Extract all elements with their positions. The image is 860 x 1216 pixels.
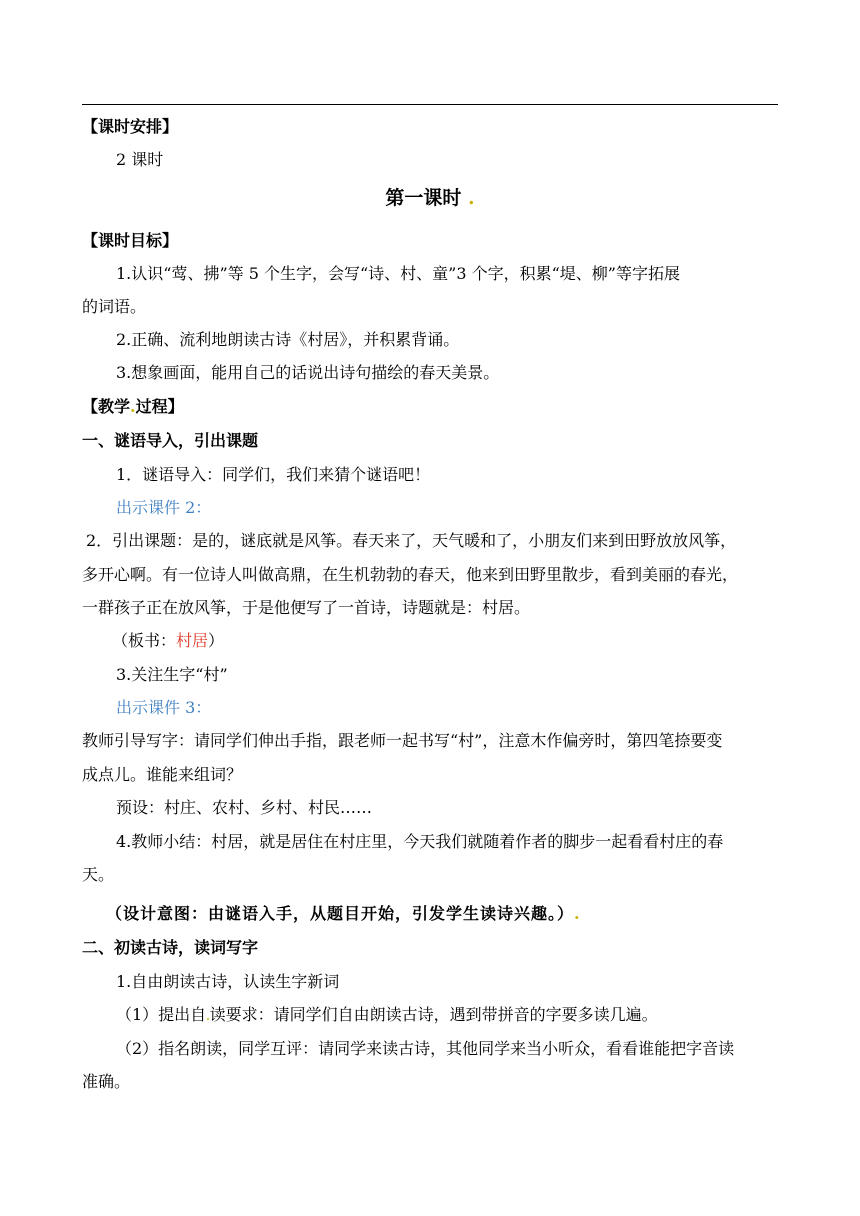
design-intent [106,904,806,924]
part2-sub1-a: （1）提出自 [116,1005,207,1024]
part1-step2-line3: 一群孩子正在放风筝，于是他便写了一首诗，诗题就是：村居。 [82,598,531,617]
board-note [112,631,812,651]
part1-step4-line2: 天。 [82,865,115,884]
part1-step3: 3.关注生字“村” [116,665,228,684]
part2-step1: 1.自由朗读古诗，认读生字新词 [116,972,340,991]
objective-2: 2.正确、流利地朗读古诗《村居》，并积累背诵。 [116,330,460,349]
part2-heading: 二、初读古诗，读词写字 [82,938,259,957]
part2-sub1 [116,1005,816,1028]
board-value: 村居 [176,631,209,650]
part1-heading: 一、谜语导入，引出课题 [82,431,259,450]
part1-step1: 1．谜语导入：同学们，我们来猜个谜语吧！ [116,465,431,484]
guide-line2: 成点儿。谁能来组词？ [82,765,243,784]
part2-sub2-line1: （2）指名朗读，同学互评：请同学来读古诗，其他同学来当小听众，看看谁能把字音读 [116,1039,735,1058]
process-mark: . [130,397,136,416]
header-rule [82,104,778,105]
part2-sub1-b: 读要求：请同学们自由朗读古诗，遇到带拼音的字要多读几遍。 [209,1005,658,1024]
schedule-value: 2 课时 [116,150,164,169]
board-prefix: （板书： [112,631,177,650]
process-heading-a: 【教学 [82,397,131,416]
objective-3: 3.想象画面，能用自己的话说出诗句描绘的春天美景。 [116,363,500,382]
objective-1-line2: 的词语。 [82,297,147,316]
process-heading-b: 过程】 [135,397,184,416]
design-note: （设计意图：由谜语入手，从题目开始，引发学生读诗兴趣。） [106,904,575,923]
part2-sub1-mark: . [206,1012,210,1023]
preset-line: 预设：村庄、农村、乡村、村民…… [116,798,373,817]
part1-step4-line1: 4.教师小结：村居，就是居住在村庄里，今天我们就随着作者的脚步一起看看村庄的春 [116,832,724,851]
design-mark: . [574,904,580,923]
objectives-heading: 【课时目标】 [82,231,179,250]
lesson-title [0,186,860,210]
part1-step2-line2: 多开心啊。有一位诗人叫做高鼎，在生机勃勃的春天，他来到田野里散步，看到美丽的春光， [82,565,739,584]
part1-step2-line1: 2．引出课题：是的，谜底就是风筝。春天来了，天气暖和了，小朋友们来到田野放放风筝， [86,531,737,550]
lesson-title-text: 第一课时 [385,187,462,209]
courseware-2: 出示课件 2： [116,498,212,517]
objective-1-line1: 1.认识“莺、拂”等 5 个生字，会写“诗、村、童”3 个字，积累“堤、柳”等字拓展 [116,264,680,283]
board-suffix: ） [208,631,225,650]
process-heading [82,397,782,417]
part2-sub2-line2: 准确。 [82,1072,131,1091]
courseware-3: 出示课件 3： [116,698,212,717]
schedule-heading: 【课时安排】 [82,117,179,136]
guide-line1: 教师引导写字：请同学们伸出手指，跟老师一起书写“村”，注意木作偏旁时，第四笔捺要变 [82,731,723,750]
title-mark: . [468,187,475,209]
